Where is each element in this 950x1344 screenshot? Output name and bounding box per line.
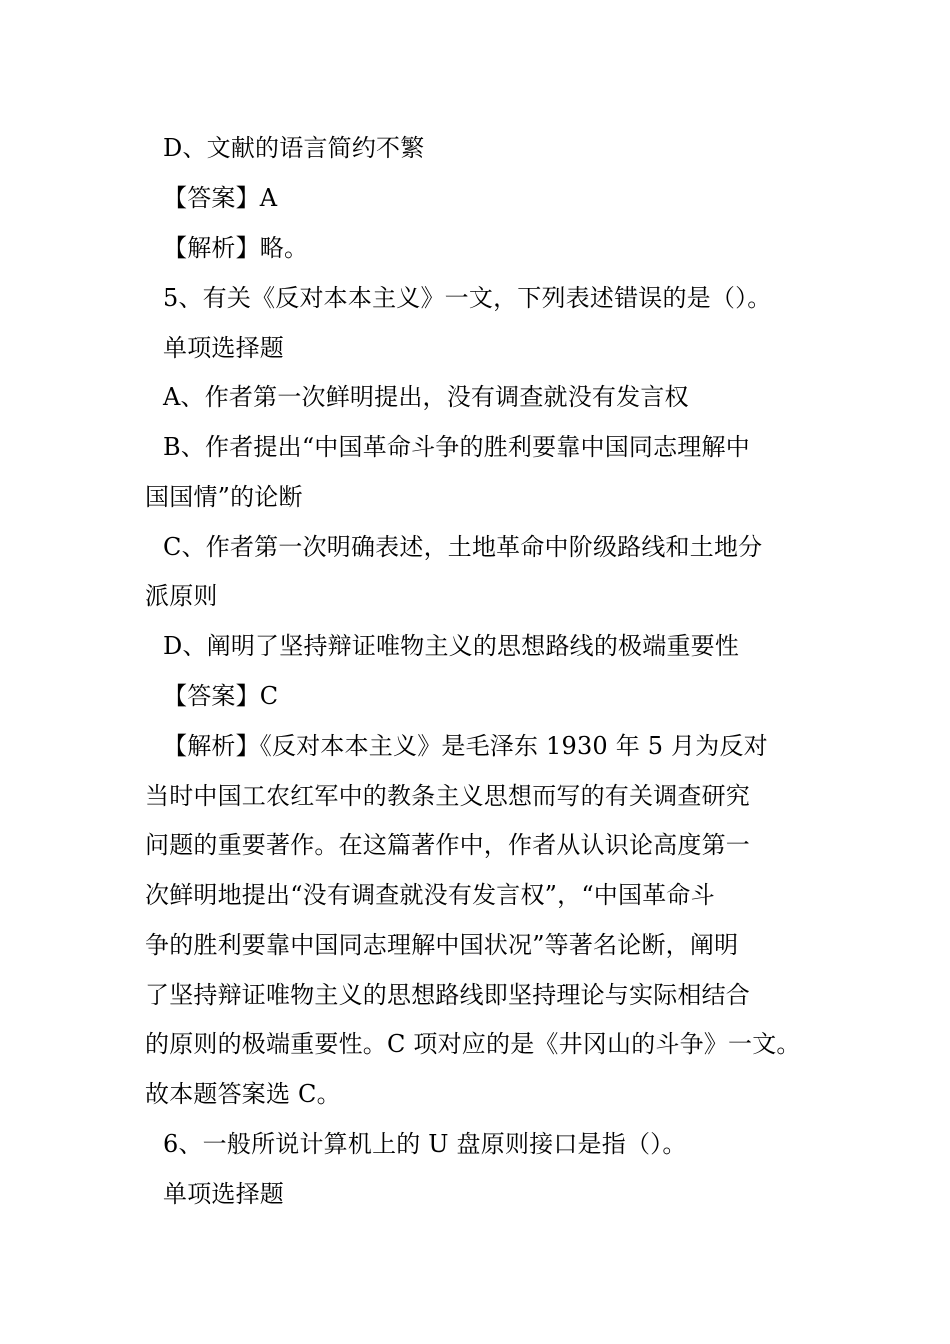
option-d-q5: D、阐明了坚持辩证唯物主义的思想路线的极端重要性 <box>163 632 740 660</box>
question-type-q5: 单项选择题 <box>163 334 284 362</box>
option-c-q5-line2: 派原则 <box>145 582 218 610</box>
option-d-q4: D、文献的语言简约不繁 <box>163 134 425 162</box>
option-b-q5-line2: 国国情”的论断 <box>145 483 303 511</box>
answer-q4: 【答案】A <box>163 184 278 212</box>
question-type-q6: 单项选择题 <box>163 1180 284 1208</box>
analysis-q5-line8: 故本题答案选 C。 <box>145 1080 341 1108</box>
question-6: 6、一般所说计算机上的 U 盘原则接口是指（）。 <box>163 1130 687 1158</box>
analysis-q5-line1: 【解析】《反对本本主义》是毛泽东 1930 年 5 月为反对 <box>163 732 768 760</box>
analysis-q5-line4: 次鲜明地提出“没有调查就没有发言权”，“中国革命斗 <box>145 881 715 909</box>
analysis-q4: 【解析】略。 <box>163 234 309 262</box>
analysis-q5-line6: 了坚持辩证唯物主义的思想路线即坚持理论与实际相结合 <box>145 981 750 1009</box>
option-c-q5-line1: C、作者第一次明确表述，土地革命中阶级路线和土地分 <box>163 533 763 561</box>
answer-q5: 【答案】C <box>163 682 279 710</box>
analysis-q5-line7: 的原则的极端重要性。C 项对应的是《井冈山的斗争》一文。 <box>145 1030 801 1058</box>
analysis-q5-line3: 问题的重要著作。在这篇著作中，作者从认识论高度第一 <box>145 831 750 859</box>
analysis-q5-line2: 当时中国工农红军中的教条主义思想而写的有关调查研究 <box>145 782 750 810</box>
option-a-q5: A、作者第一次鲜明提出，没有调查就没有发言权 <box>163 383 689 411</box>
question-5: 5、有关《反对本本主义》一文，下列表述错误的是（）。 <box>163 284 772 312</box>
analysis-q5-line5: 争的胜利要靠中国同志理解中国状况”等著名论断，阐明 <box>145 931 739 959</box>
option-b-q5-line1: B、作者提出“中国革命斗争的胜利要靠中国同志理解中 <box>163 433 750 461</box>
